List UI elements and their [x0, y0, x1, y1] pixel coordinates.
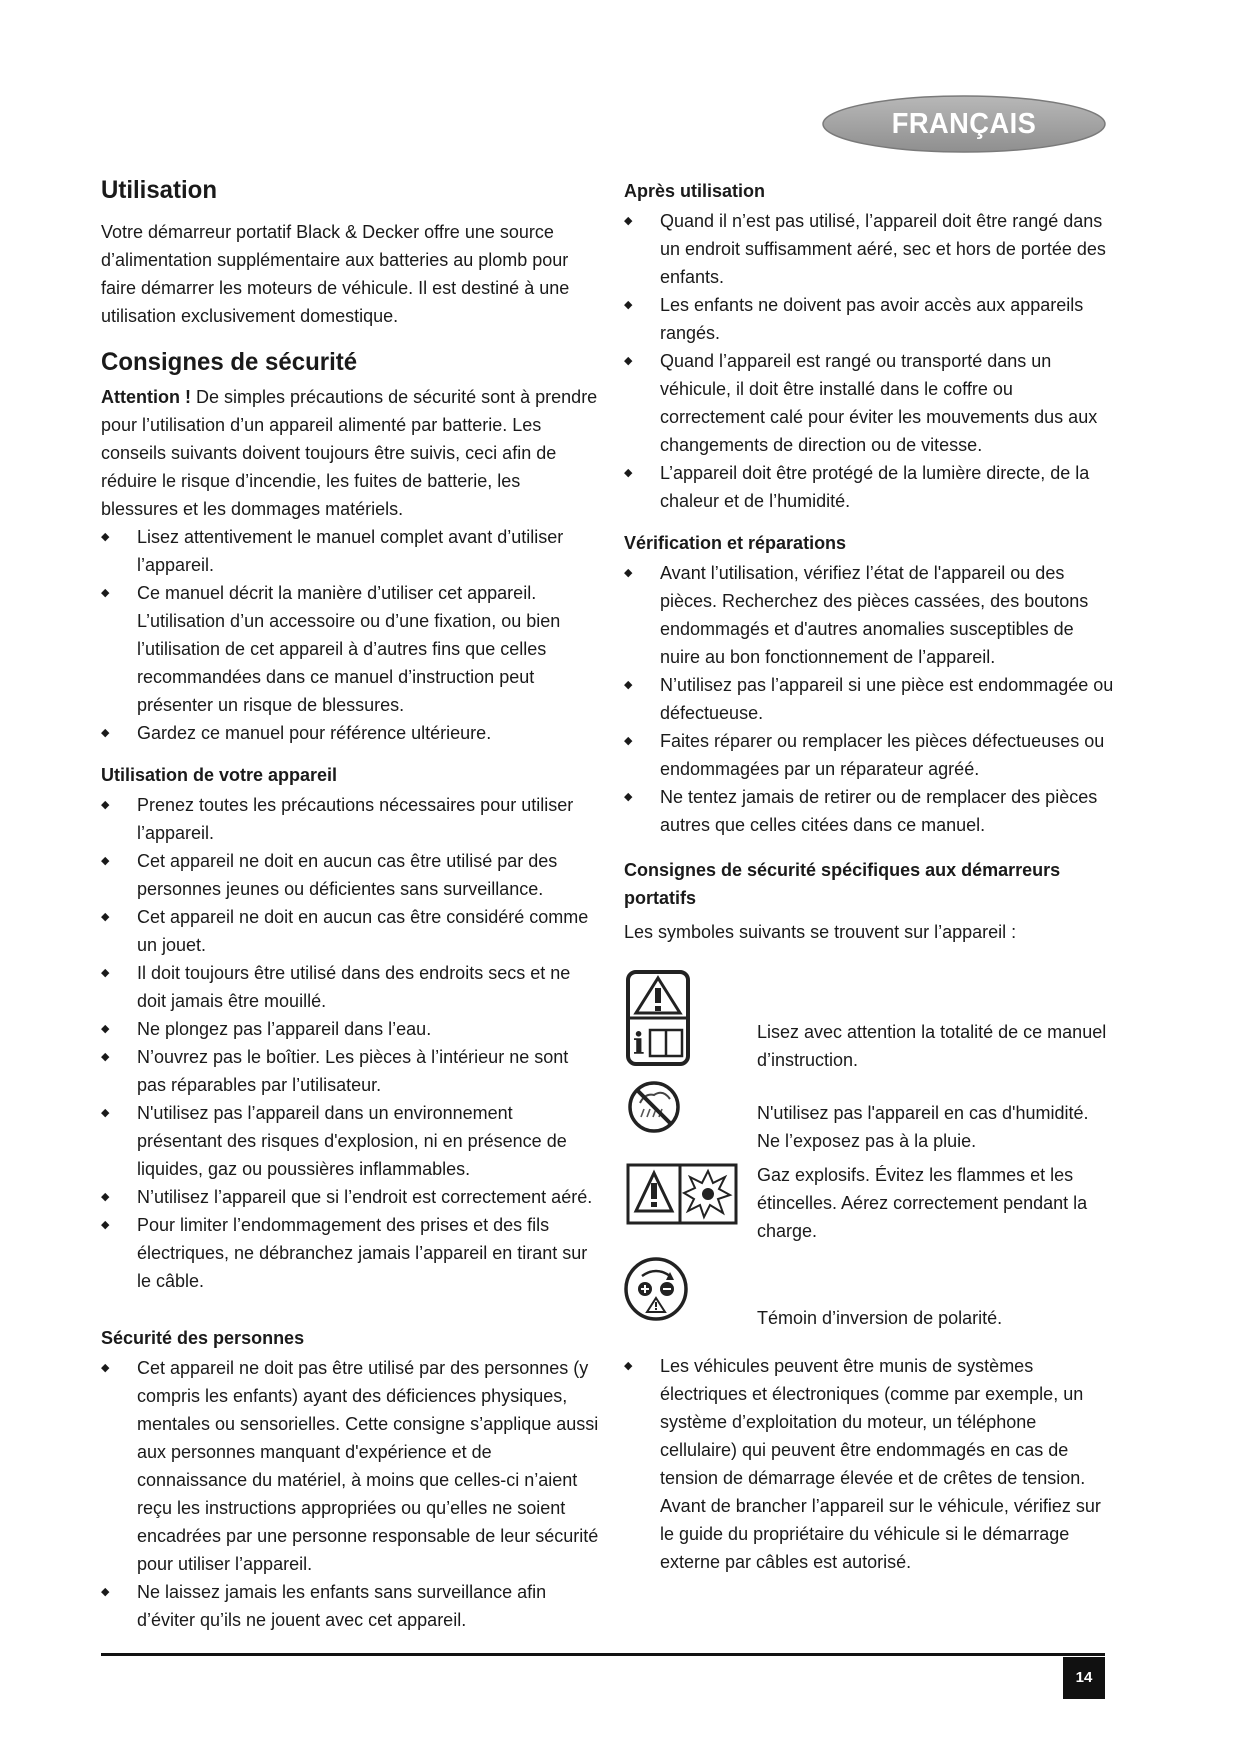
symbol-text: N'utilisez pas l'appareil en cas d'humidité. Ne l’exposez pas à la pluie. — [757, 1103, 1089, 1151]
utilisation-appareil-list — [101, 791, 601, 1295]
svg-text:i: i — [633, 1027, 645, 1062]
list-item-text: N’utilisez pas l’appareil si une pièce est endommagée ou défectueuse. — [660, 675, 1114, 723]
list-item — [101, 847, 601, 903]
section-heading-utilisation: Utilisation — [101, 176, 218, 204]
list-item — [101, 959, 601, 1015]
list-item — [101, 1099, 601, 1183]
bullet-icon: ◆ — [101, 727, 110, 739]
list-item-text: Les enfants ne doivent pas avoir accès aux appareils rangés. — [660, 295, 1084, 343]
list-item-text: Quand l’appareil est rangé ou transporté dans un véhicule, il doit être installé dans le coffre ou correctement calé pour éviter les mouvements dus aux changements de direction ou de vitesse. — [660, 351, 1098, 455]
bullet-icon: ◆ — [101, 587, 110, 599]
subheading-verification: Vérification et réparations — [624, 533, 847, 553]
list-item — [101, 719, 601, 747]
bullet-icon: ◆ — [624, 735, 633, 747]
list-item-text: Cet appareil ne doit en aucun cas être utilisé par des personnes jeunes ou déficientes sans surveillance. — [137, 851, 558, 899]
list-item — [101, 903, 601, 959]
consignes-specifiques-list — [624, 1352, 1114, 1576]
bullet-icon: ◆ — [101, 1107, 110, 1119]
page-number: 14 — [1063, 1657, 1105, 1699]
attention-text: De simples précautions de sécurité sont à prendre pour l’utilisation d’un appareil alimenté par batterie. Les conseils suivants doivent toujours être suivis, ceci afin de réduire le risque d’incendie, les fuites de batterie, les blessures et les dommages matériels. — [101, 387, 598, 519]
explosive-gas-warning-icon — [624, 1161, 740, 1227]
no-humidity-icon — [624, 1079, 694, 1139]
list-item-text: Ne tentez jamais de retirer ou de remplacer des pièces autres que celles citées dans ce manuel. — [660, 787, 1098, 835]
section-heading-consignes: Consignes de sécurité — [101, 348, 358, 376]
bullet-icon: ◆ — [624, 567, 633, 579]
bullet-icon: ◆ — [101, 967, 110, 979]
bullet-icon: ◆ — [101, 1191, 110, 1203]
consignes-list — [101, 523, 601, 747]
language-label: FRANÇAIS — [891, 108, 1037, 140]
securite-personnes-list — [101, 1354, 601, 1634]
list-item-text: Avant l’utilisation, vérifiez l’état de l'appareil ou des pièces. Recherchez des pièces cassées, des boutons endommagés et d'autres anomalies susceptibles de nuire au bon fonctionnement de l’appareil. — [660, 563, 1089, 667]
bullet-icon: ◆ — [101, 1051, 110, 1063]
list-item — [624, 559, 1114, 671]
apres-utilisation-list — [624, 207, 1114, 515]
list-item — [101, 1015, 601, 1043]
list-item — [101, 1043, 601, 1099]
consignes-intro — [101, 383, 601, 523]
list-item — [624, 459, 1114, 515]
list-item — [624, 671, 1114, 727]
bullet-icon: ◆ — [101, 799, 110, 811]
bullet-icon: ◆ — [101, 1219, 110, 1231]
bullet-icon: ◆ — [624, 1360, 633, 1372]
subheading-consignes-specifiques: Consignes de sécurité spécifiques aux démarreurs portatifs — [624, 860, 1061, 908]
subheading-apres-utilisation: Après utilisation — [624, 181, 766, 201]
read-manual-warning-icon — [624, 968, 694, 1068]
list-item-text: Pour limiter l’endommagement des prises et des fils électriques, ne débranchez jamais l’appareil en tirant sur le câble. — [137, 1215, 588, 1291]
list-item — [624, 783, 1114, 839]
list-item-text: Quand il n’est pas utilisé, l’appareil doit être rangé dans un endroit suffisamment aéré, sec et hors de portée des enfants. — [660, 211, 1106, 287]
bullet-icon: ◆ — [101, 1023, 110, 1035]
list-item-text: Lisez attentivement le manuel complet avant d’utiliser l’appareil. — [137, 527, 564, 575]
reverse-polarity-icon — [624, 1256, 694, 1326]
language-badge — [820, 94, 1108, 154]
list-item — [101, 1578, 601, 1634]
list-item-text: Ne plongez pas l’appareil dans l’eau. — [137, 1019, 432, 1039]
bullet-icon: ◆ — [624, 791, 633, 803]
bullet-icon: ◆ — [624, 467, 633, 479]
attention-label: Attention ! — [101, 387, 191, 407]
verification-list — [624, 559, 1114, 839]
bullet-icon: ◆ — [101, 855, 110, 867]
list-item — [624, 727, 1114, 783]
symbol-text: Lisez avec attention la totalité de ce manuel d’instruction. — [757, 1022, 1107, 1070]
bullet-icon: ◆ — [624, 355, 633, 367]
list-item-text: Faites réparer ou remplacer les pièces défectueuses ou endommagées par un réparateur agréé. — [660, 731, 1105, 779]
list-item-text: N’ouvrez pas le boîtier. Les pièces à l’intérieur ne sont pas réparables par l’utilisateur. — [137, 1047, 569, 1095]
list-item-text: Les véhicules peuvent être munis de systèmes électriques et électroniques (comme par exemple, un système d’exploitation du moteur, un téléphone cellulaire) qui peuvent être endommagés en cas de tension de démarrage élevée et de crêtes de tension. Avant de brancher l’appareil sur le véhicule, vérifiez sur le guide du propriétaire du véhicule si le démarrage externe par câbles est autorisé. — [660, 1356, 1101, 1572]
bullet-icon: ◆ — [101, 1362, 110, 1374]
bullet-icon: ◆ — [624, 679, 633, 691]
list-item-text: Gardez ce manuel pour référence ultérieure. — [137, 723, 492, 743]
list-item-text: N’utilisez l’appareil que si l’endroit est correctement aéré. — [137, 1187, 593, 1207]
list-item-text: Ce manuel décrit la manière d’utiliser cet appareil. L’utilisation d’un accessoire ou d’une fixation, ou bien l’utilisation de cet appareil à d’autres fins que celles recommandées dans ce manuel d’instruction peut présenter un risque de blessures. — [137, 583, 561, 715]
subheading-utilisation-appareil: Utilisation de votre appareil — [101, 765, 338, 785]
list-item — [101, 523, 601, 579]
bullet-icon: ◆ — [101, 1586, 110, 1598]
list-item — [101, 579, 601, 719]
list-item — [624, 1352, 1114, 1576]
utilisation-text: Votre démarreur portatif Black & Decker offre une source d’alimentation supplémentaire aux batteries au plomb pour faire démarrer les moteurs de véhicule. Il est destiné à une utilisation exclusivement domestique. — [101, 222, 570, 326]
list-item — [101, 1183, 601, 1211]
list-item — [101, 791, 601, 847]
bullet-icon: ◆ — [624, 299, 633, 311]
subheading-securite-personnes: Sécurité des personnes — [101, 1328, 305, 1348]
list-item-text: Cet appareil ne doit en aucun cas être considéré comme un jouet. — [137, 907, 589, 955]
list-item-text: Il doit toujours être utilisé dans des endroits secs et ne doit jamais être mouillé. — [137, 963, 571, 1011]
list-item-text: Cet appareil ne doit pas être utilisé par des personnes (y compris les enfants) ayant des déficiences physiques, mentales ou sensorielles. Cette consigne s’applique aussi aux personnes manquant d'expérience et de connaissance du matériel, à moins que celles-ci n’aient reçu les instructions appropriées ou qu’elles ne soient encadrées par une personne responsable de leur sécurité pour utiliser l’appareil. — [137, 1358, 599, 1574]
list-item — [624, 207, 1114, 291]
symbols-intro: Les symboles suivants se trouvent sur l’appareil : — [624, 922, 1017, 942]
list-item — [101, 1211, 601, 1295]
list-item-text: N'utilisez pas l’appareil dans un environnement présentant des risques d'explosion, ni en présence de liquides, gaz ou poussières inflammables. — [137, 1103, 567, 1179]
symbol-text: Témoin d’inversion de polarité. — [757, 1308, 1003, 1328]
list-item-text: Prenez toutes les précautions nécessaires pour utiliser l’appareil. — [137, 795, 574, 843]
symbol-text: Gaz explosifs. Évitez les flammes et les étincelles. Aérez correctement pendant la charge. — [757, 1165, 1088, 1241]
list-item-text: Ne laissez jamais les enfants sans surveillance afin d’éviter qu’ils ne jouent avec cet appareil. — [137, 1582, 547, 1630]
list-item — [101, 1354, 601, 1578]
bullet-icon: ◆ — [101, 531, 110, 543]
list-item — [624, 347, 1114, 459]
list-item-text: L’appareil doit être protégé de la lumière directe, de la chaleur et de l’humidité. — [660, 463, 1090, 511]
footer-rule — [101, 1653, 1105, 1656]
bullet-icon: ◆ — [624, 215, 633, 227]
bullet-icon: ◆ — [101, 911, 110, 923]
list-item — [624, 291, 1114, 347]
